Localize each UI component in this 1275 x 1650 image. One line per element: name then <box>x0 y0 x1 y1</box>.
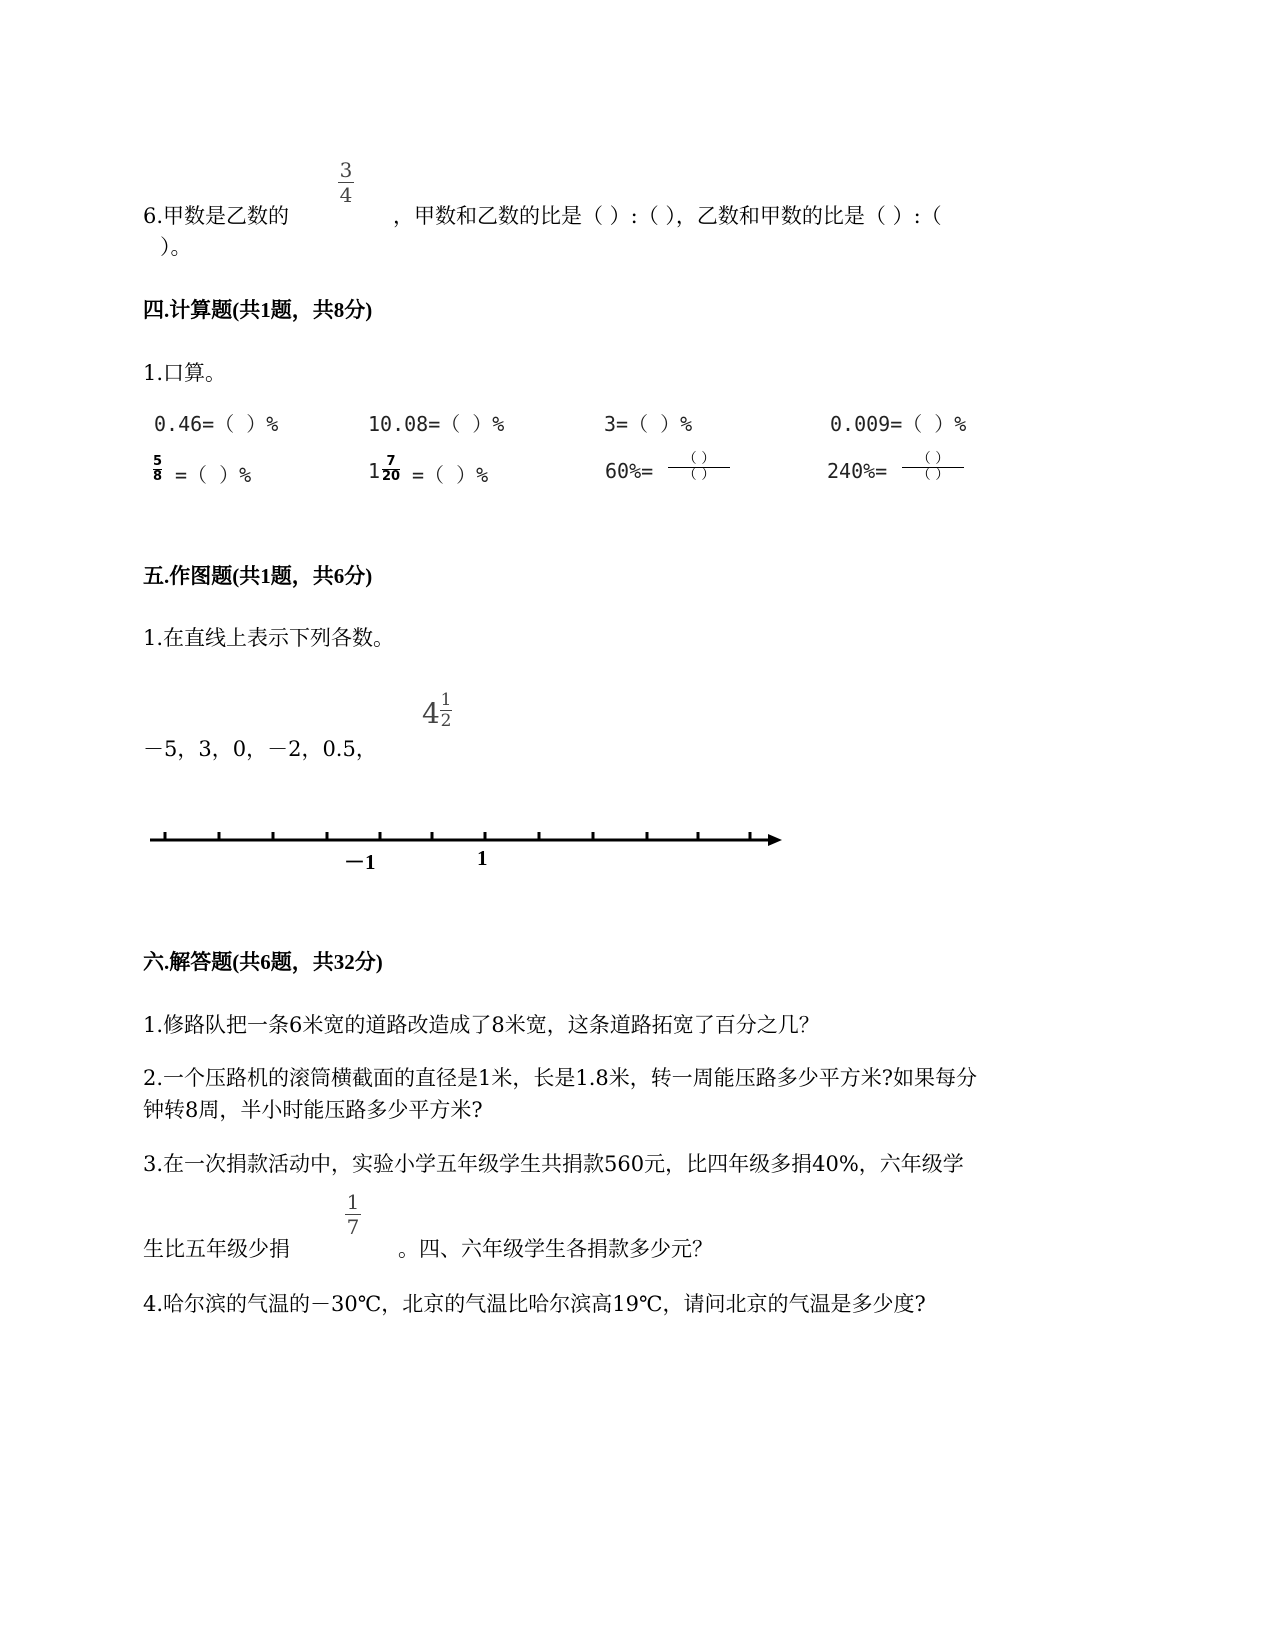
arrow-icon <box>768 834 782 846</box>
calc-item: =（ ）% <box>175 463 252 487</box>
calc-item: 60%= <box>605 459 654 483</box>
numerator: 1 <box>440 690 452 710</box>
sec5-q1: 1.在直线上表示下列各数。 <box>143 626 395 650</box>
sec6-q2-line1: 2.一个压路机的滚筒横截面的直径是1米，长是1.8米，转一周能压路多少平方米?如果每分 <box>143 1066 978 1090</box>
section-4-title: 四.计算题(共1题，共8分) <box>143 298 373 322</box>
numerator: 3 <box>339 158 353 182</box>
sec6-q4: 4.哈尔滨的气温的－30℃，北京的气温比哈尔滨高19℃，请问北京的气温是多少度? <box>143 1292 926 1316</box>
numerator: 5 <box>153 454 163 469</box>
calc-item: =（ ）% <box>412 463 489 487</box>
numerator: （ ） <box>682 451 716 467</box>
denominator: 2 <box>440 711 452 731</box>
numerator: 7 <box>386 454 396 469</box>
q6-text-after: ，甲数和乙数的比是（ ）:（ ），乙数和甲数的比是（ ）:（ <box>393 204 942 228</box>
q6-text-before: 6.甲数是乙数的 <box>143 204 290 228</box>
section-6-title: 六.解答题(共6题，共32分) <box>143 950 383 974</box>
section-5-title: 五.作图题(共1题，共6分) <box>143 564 373 588</box>
denominator: （ ） <box>682 467 716 483</box>
q6-text-line2: ）。 <box>160 235 192 259</box>
label-neg1: －1 <box>344 850 376 874</box>
sec5-numbers: －5，3，0，－2，0.5， <box>143 737 377 761</box>
sec4-q1: 1.口算。 <box>143 361 227 385</box>
mixed-whole: 4 <box>422 697 440 730</box>
calc-item: 240%= <box>827 459 888 483</box>
denominator: 7 <box>346 1215 360 1239</box>
denominator: 8 <box>153 469 163 484</box>
calc-item: 0.009=（ ）% <box>830 412 967 436</box>
denominator: （ ） <box>916 467 950 483</box>
sec6-q3-line2: 生比五年级少捐 <box>143 1237 290 1261</box>
q3-fraction <box>345 1190 361 1239</box>
mixed-whole: 1 <box>368 459 381 483</box>
denominator: 4 <box>339 183 353 207</box>
numerator: 1 <box>346 1190 360 1214</box>
label-1: 1 <box>477 846 488 870</box>
numerator: （ ） <box>916 451 950 467</box>
calc-item: 10.08=（ ）% <box>368 412 505 436</box>
sec6-q3-line2-end: 。四、六年级学生各捐款多少元？ <box>398 1237 713 1261</box>
denominator: 20 <box>382 469 401 484</box>
sec6-q3-line1: 3.在一次捐款活动中，实验小学五年级学生共捐款560元，比四年级多捐40%，六年级学 <box>143 1152 964 1176</box>
sec6-q1: 1.修路队把一条6米宽的道路改造成了8米宽，这条道路拓宽了百分之几？ <box>143 1013 820 1037</box>
sec6-q2-line2: 钟转8周，半小时能压路多少平方米? <box>143 1098 483 1122</box>
calc-item: 0.46=（ ）% <box>154 412 279 436</box>
calc-item: 3=（ ）% <box>604 412 693 436</box>
